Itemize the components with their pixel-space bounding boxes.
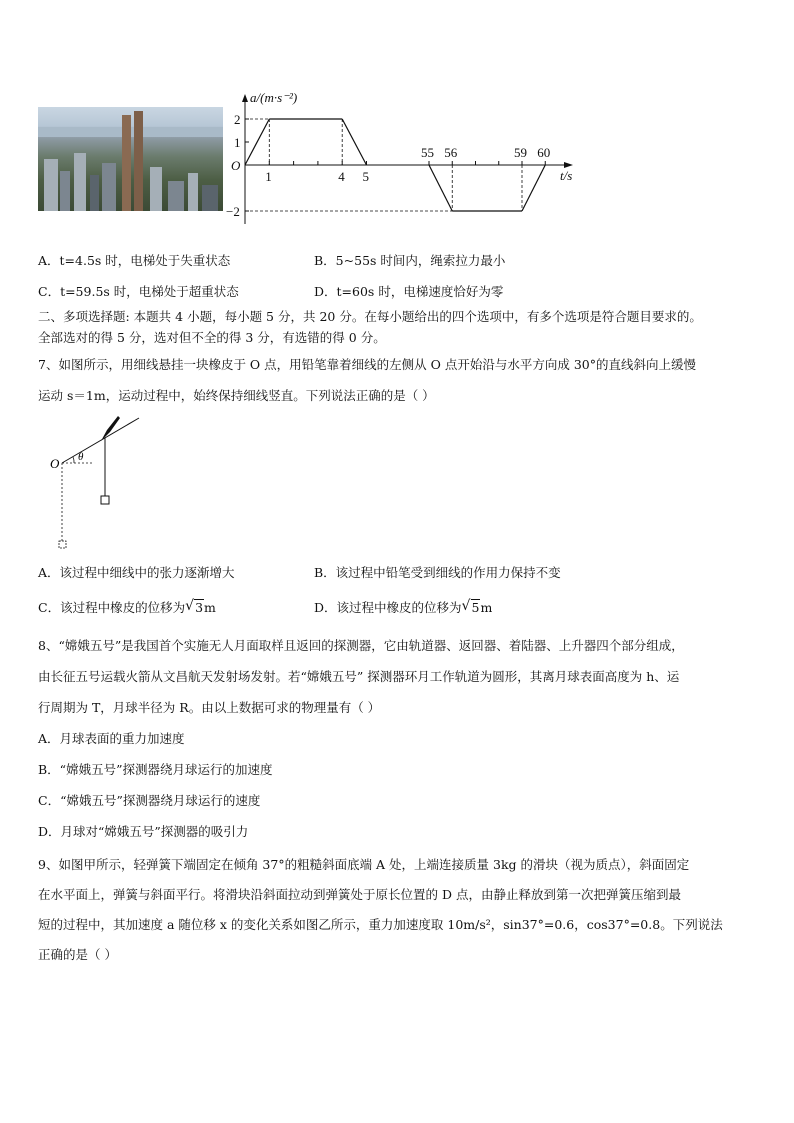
- q9-stem-line3: 短的过程中，其加速度 a 随位移 x 的变化关系如图乙所示，重力加速度取 10m/s²，sin37°=0.6，cos37°=0.8。下列说法: [38, 917, 723, 932]
- q7-fig-label-theta: θ: [78, 451, 84, 463]
- q8-stem-line3: 行周期为 T，月球半径为 R。由以上数据可求的物理量有（ ）: [38, 700, 381, 715]
- q9-stem-line2: 在水平面上，弹簧与斜面平行。将滑块沿斜面拉动到弹簧处于原长位置的 D 点，由静止释放到第一次把弹簧压缩到最: [38, 887, 681, 902]
- y-tick-label: 2: [234, 112, 241, 127]
- q7-option-c: C．该过程中橡皮的位移为 √ 3m: [38, 598, 216, 615]
- series-segment: [342, 119, 366, 165]
- q7-stem-line2: 运动 s＝1m，运动过程中，始终保持细线竖直。下列说法正确的是（ ）: [38, 388, 435, 403]
- y-tick-label: −2: [226, 204, 240, 219]
- skyscraper-photo: [38, 107, 223, 211]
- q7-fig-label-o: O: [50, 456, 60, 471]
- q6-option-c: C．t=59.5s 时，电梯处于超重状态: [38, 284, 239, 299]
- q7-figure: [44, 408, 154, 553]
- q9-stem-line1: 9、如图甲所示，轻弹簧下端固定在倾角 37°的粗糙斜面底端 A 处，上端连接质量 3kg 的滑块（视为质点），斜面固定: [38, 857, 690, 872]
- x-tick-label: 1: [265, 169, 272, 184]
- q6-option-a: A．t=4.5s 时，电梯处于失重状态: [38, 253, 231, 268]
- q8-stem-line1: 8、“嫦娥五号”是我国首个实施无人月面取样且返回的探测器，它由轨道器、返回器、着陆器、上升器四个部分组成，: [38, 638, 684, 653]
- x-tick-label: 56: [444, 145, 458, 160]
- y-tick-label: 1: [234, 135, 241, 150]
- x-tick-label: 60: [537, 145, 551, 160]
- section2-heading-line2: 全部选对的得 5 分，选对但不全的得 3 分，有选错的得 0 分。: [38, 330, 386, 345]
- q7-stem-line1: 7、如图所示，用细线悬挂一块橡皮于 O 点，用铅笔靠着细线的左侧从 O 点开始沿与水平方向成 30°的直线斜向上缓慢: [38, 357, 696, 372]
- origin-label: O: [231, 158, 241, 173]
- q9-stem-line4: 正确的是（ ）: [38, 947, 117, 962]
- y-axis-arrow: [242, 94, 248, 102]
- q7-option-b: B．该过程中铅笔受到细线的作用力保持不变: [314, 565, 561, 580]
- x-tick-label: 59: [514, 145, 527, 160]
- q8-option-a: A．月球表面的重力加速度: [38, 731, 185, 746]
- series-segment: [429, 165, 452, 211]
- x-tick-label: 55: [421, 145, 434, 160]
- q8-option-b: B．“嫦娥五号”探测器绕月球运行的加速度: [38, 762, 273, 777]
- q6-option-b: B．5~55s 时间内，绳索拉力最小: [314, 253, 506, 268]
- acceleration-time-chart: [228, 86, 588, 221]
- q7-option-d: D．该过程中橡皮的位移为 √ 5m: [314, 598, 493, 615]
- x-tick-label: 5: [362, 169, 369, 184]
- q8-option-d: D．月球对“嫦娥五号”探测器的吸引力: [38, 824, 249, 839]
- q6-option-d: D．t=60s 时，电梯速度恰好为零: [314, 284, 504, 299]
- section2-heading-line1: 二、多项选择题: 本题共 4 小题，每小题 5 分，共 20 分。在每小题给出的四个选项中，有多个选项是符合题目要求的。: [38, 309, 702, 324]
- y-axis-label: a/(m·s⁻²): [250, 90, 298, 105]
- q7-option-a: A．该过程中细线中的张力逐渐增大: [38, 565, 235, 580]
- series-segment: [522, 165, 545, 211]
- x-axis-label: t/s: [560, 168, 573, 183]
- q8-option-c: C．“嫦娥五号”探测器绕月球运行的速度: [38, 793, 261, 808]
- x-tick-label: 4: [338, 169, 345, 184]
- q8-stem-line2: 由长征五号运载火箭从文昌航天发射场发射。若“嫦娥五号” 探测器环月工作轨道为圆形，其离月球表面高度为 h、运: [38, 669, 680, 684]
